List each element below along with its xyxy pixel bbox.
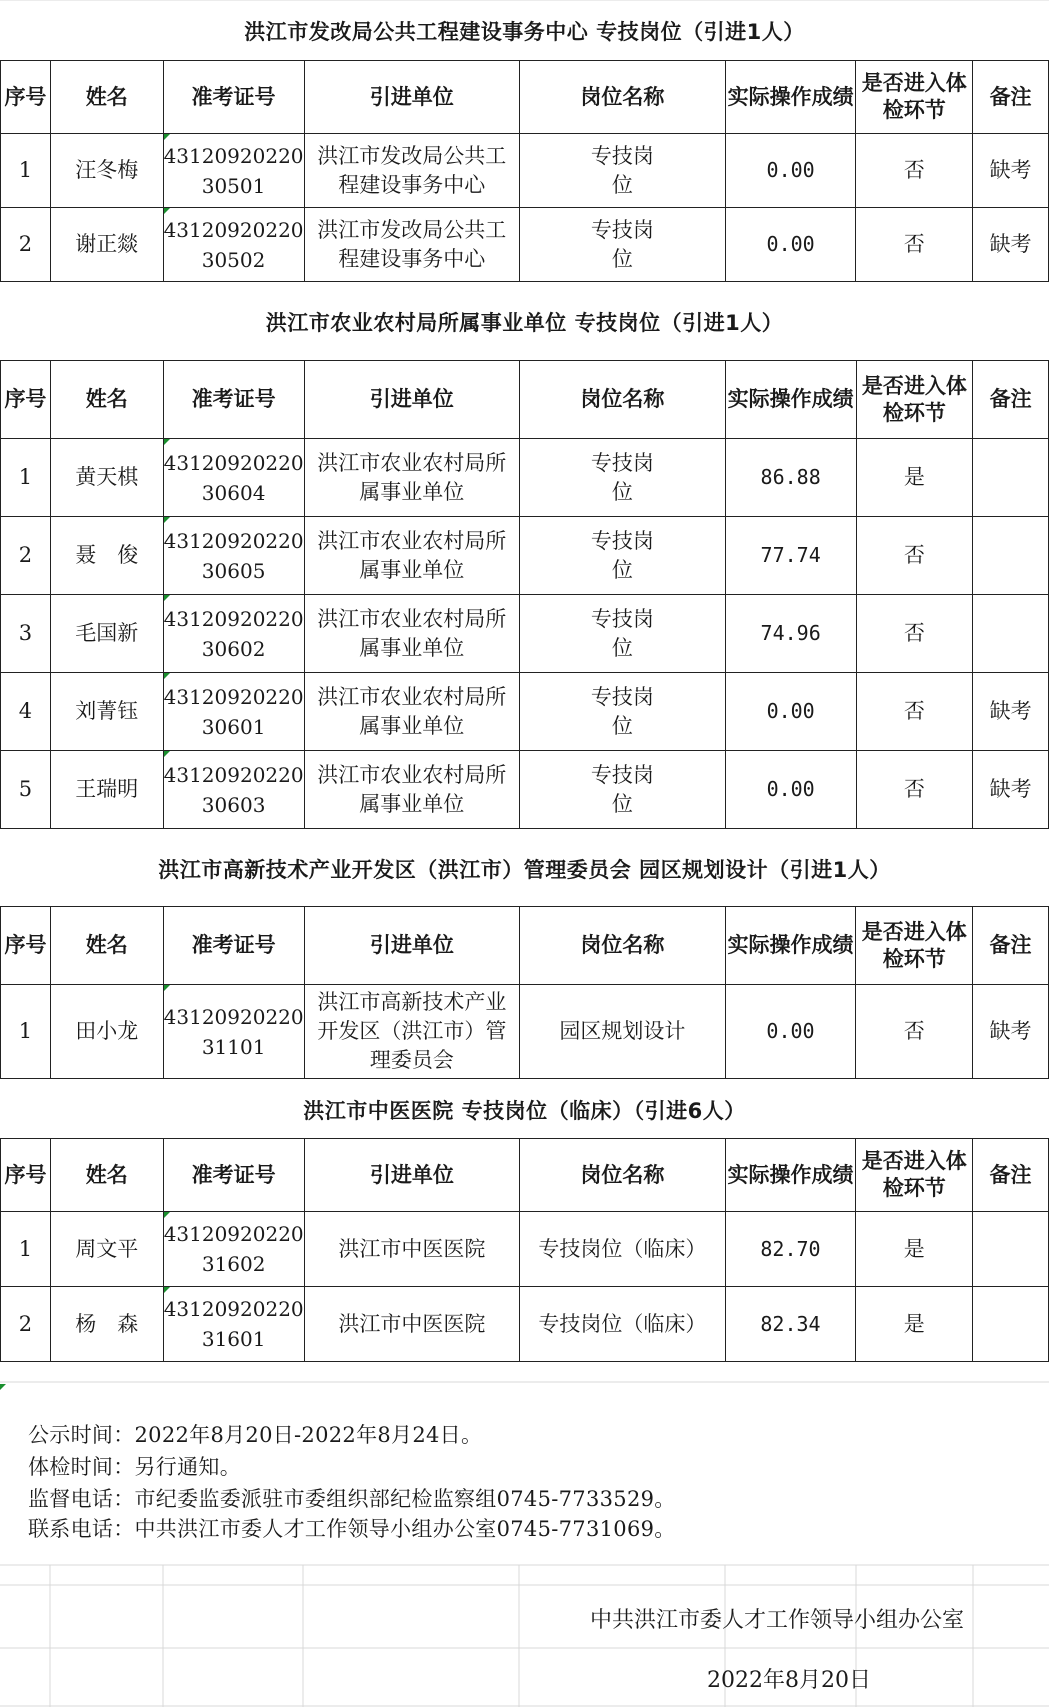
cell-exam-id: 43120920220 30604 xyxy=(163,439,304,517)
cell-unit: 洪江市高新技术产业开发区（洪江市）管理委员会 xyxy=(304,985,520,1079)
physical-exam-time: 体检时间：另行通知。 xyxy=(28,1455,241,1479)
header-exam-id: 准考证号 xyxy=(163,61,304,134)
cell-name: 周文平 xyxy=(50,1212,163,1287)
table-row xyxy=(1,751,1049,829)
header-physical: 是否进入体检环节 xyxy=(856,61,973,134)
results-table xyxy=(0,906,1049,1079)
header-note: 备注 xyxy=(973,361,1049,439)
error-indicator-icon xyxy=(164,985,170,991)
cell-score: 82.70 xyxy=(725,1212,856,1287)
cell-name: 谢正燚 xyxy=(50,208,163,282)
header-name: 姓名 xyxy=(50,1139,163,1212)
table-row xyxy=(1,985,1049,1079)
cell-unit: 洪江市发改局公共工程建设事务中心 xyxy=(304,208,519,282)
cell-post: 专技岗位 xyxy=(519,208,725,282)
cell-exam-id: 43120920220 30603 xyxy=(163,751,304,829)
header-seq: 序号 xyxy=(1,61,51,134)
header-unit: 引进单位 xyxy=(304,1139,519,1212)
cell-exam-id: 43120920220 30605 xyxy=(163,517,304,595)
error-indicator-icon xyxy=(164,751,170,757)
table-row xyxy=(1,208,1049,282)
header-score: 实际操作成绩 xyxy=(725,907,856,985)
header-name: 姓名 xyxy=(50,907,163,985)
cell-post: 专技岗位 xyxy=(519,439,725,517)
cell-physical: 否 xyxy=(856,517,973,595)
header-name: 姓名 xyxy=(50,361,163,439)
cell-physical: 是 xyxy=(856,1287,973,1362)
cell-physical: 否 xyxy=(856,595,973,673)
cell-post: 专技岗位 xyxy=(519,595,725,673)
cell-score: 86.88 xyxy=(725,439,856,517)
cell-seq: 3 xyxy=(1,595,51,673)
table-row xyxy=(1,517,1049,595)
table-row xyxy=(1,134,1049,208)
cell-note xyxy=(973,1287,1049,1362)
cell-seq: 1 xyxy=(1,985,51,1079)
cell-physical: 是 xyxy=(856,439,973,517)
header-row xyxy=(1,1139,1049,1212)
error-indicator-icon xyxy=(164,439,170,445)
error-indicator-icon xyxy=(0,1384,6,1390)
cell-post: 专技岗位（临床） xyxy=(520,1287,726,1362)
cell-seq: 2 xyxy=(1,1287,51,1362)
cell-seq: 1 xyxy=(1,134,51,208)
cell-post: 专技岗位 xyxy=(519,517,725,595)
results-table xyxy=(0,360,1049,829)
cell-score: 0.00 xyxy=(725,208,856,282)
signature-org: 中共洪江市委人才工作领导小组办公室 xyxy=(590,1608,965,1633)
error-indicator-icon xyxy=(164,595,170,601)
header-row xyxy=(1,907,1049,985)
cell-seq: 2 xyxy=(1,208,51,282)
cell-note: 缺考 xyxy=(973,673,1049,751)
section-title: 洪江市中医医院 专技岗位（临床）（引进6人） xyxy=(303,1099,746,1123)
cell-note: 缺考 xyxy=(973,751,1049,829)
header-score: 实际操作成绩 xyxy=(725,1139,856,1212)
cell-exam-id: 43120920220 31601 xyxy=(163,1287,304,1362)
cell-name: 杨 森 xyxy=(50,1287,163,1362)
header-physical: 是否进入体检环节 xyxy=(856,361,973,439)
cell-post: 专技岗位 xyxy=(519,673,725,751)
cell-post: 专技岗位 xyxy=(519,751,725,829)
cell-note xyxy=(973,1212,1049,1287)
header-seq: 序号 xyxy=(1,1139,51,1212)
header-exam-id: 准考证号 xyxy=(163,361,304,439)
cell-unit: 洪江市中医医院 xyxy=(304,1287,519,1362)
header-unit: 引进单位 xyxy=(304,361,519,439)
cell-name: 刘菁钰 xyxy=(50,673,163,751)
cell-score: 82.34 xyxy=(725,1287,856,1362)
header-score: 实际操作成绩 xyxy=(725,361,856,439)
publicity-period: 公示时间：2022年8月20日-2022年8月24日。 xyxy=(28,1423,483,1447)
cell-score: 0.00 xyxy=(725,985,856,1079)
error-indicator-icon xyxy=(164,134,170,140)
section-title: 洪江市发改局公共工程建设事务中心 专技岗位（引进1人） xyxy=(244,20,805,44)
cell-note xyxy=(973,439,1049,517)
cell-note: 缺考 xyxy=(973,208,1049,282)
header-post: 岗位名称 xyxy=(520,1139,726,1212)
cell-name: 汪冬梅 xyxy=(50,134,163,208)
header-row xyxy=(1,61,1049,134)
cell-note: 缺考 xyxy=(973,985,1049,1079)
header-note: 备注 xyxy=(973,61,1049,134)
cell-exam-id: 43120920220 30501 xyxy=(163,134,304,208)
cell-name: 田小龙 xyxy=(50,985,163,1079)
cell-score: 0.00 xyxy=(725,134,856,208)
cell-physical: 是 xyxy=(856,1212,973,1287)
error-indicator-icon xyxy=(164,1212,170,1218)
cell-physical: 否 xyxy=(856,751,973,829)
cell-unit: 洪江市中医医院 xyxy=(304,1212,519,1287)
error-indicator-icon xyxy=(164,673,170,679)
cell-exam-id: 43120920220 31602 xyxy=(163,1212,304,1287)
supervision-phone: 监督电话：市纪委监委派驻市委组织部纪检监察组0745-7733529。 xyxy=(28,1487,676,1511)
contact-phone: 联系电话：中共洪江市委人才工作领导小组办公室0745-7731069。 xyxy=(28,1517,676,1541)
cell-exam-id: 43120920220 30602 xyxy=(163,595,304,673)
cell-note xyxy=(973,517,1049,595)
results-table xyxy=(0,60,1049,282)
header-post: 岗位名称 xyxy=(519,61,725,134)
cell-name: 王瑞明 xyxy=(50,751,163,829)
cell-score: 74.96 xyxy=(725,595,856,673)
cell-exam-id: 43120920220 31101 xyxy=(163,985,304,1079)
table-row xyxy=(1,1212,1049,1287)
header-physical: 是否进入体检环节 xyxy=(856,907,973,985)
cell-physical: 否 xyxy=(856,208,973,282)
cell-physical: 否 xyxy=(856,134,973,208)
table-row xyxy=(1,595,1049,673)
signature-date: 2022年8月20日 xyxy=(707,1668,871,1693)
cell-physical: 否 xyxy=(856,673,973,751)
table-row xyxy=(1,1287,1049,1362)
cell-exam-id: 43120920220 30502 xyxy=(163,208,304,282)
header-seq: 序号 xyxy=(1,361,51,439)
error-indicator-icon xyxy=(164,1287,170,1293)
header-seq: 序号 xyxy=(1,907,51,985)
header-post: 岗位名称 xyxy=(520,907,725,985)
header-row xyxy=(1,361,1049,439)
section-title: 洪江市农业农村局所属事业单位 专技岗位（引进1人） xyxy=(265,311,784,335)
header-note: 备注 xyxy=(973,907,1049,985)
header-name: 姓名 xyxy=(50,61,163,134)
cell-score: 77.74 xyxy=(725,517,856,595)
error-indicator-icon xyxy=(164,517,170,523)
cell-unit: 洪江市农业农村局所属事业单位 xyxy=(304,751,519,829)
header-physical: 是否进入体检环节 xyxy=(856,1139,973,1212)
cell-note: 缺考 xyxy=(973,134,1049,208)
header-exam-id: 准考证号 xyxy=(163,907,304,985)
header-post: 岗位名称 xyxy=(519,361,725,439)
error-indicator-icon xyxy=(164,208,170,214)
cell-exam-id: 43120920220 30601 xyxy=(163,673,304,751)
section-title: 洪江市高新技术产业开发区（洪江市）管理委员会 园区规划设计（引进1人） xyxy=(158,858,891,882)
cell-name: 毛国新 xyxy=(50,595,163,673)
header-exam-id: 准考证号 xyxy=(163,1139,304,1212)
header-unit: 引进单位 xyxy=(304,61,519,134)
cell-seq: 5 xyxy=(1,751,51,829)
cell-seq: 1 xyxy=(1,1212,51,1287)
header-score: 实际操作成绩 xyxy=(725,61,856,134)
cell-seq: 1 xyxy=(1,439,51,517)
cell-post: 园区规划设计 xyxy=(520,985,725,1079)
cell-score: 0.00 xyxy=(725,751,856,829)
header-note: 备注 xyxy=(973,1139,1049,1212)
cell-unit: 洪江市农业农村局所属事业单位 xyxy=(304,595,519,673)
cell-unit: 洪江市农业农村局所属事业单位 xyxy=(304,673,519,751)
header-unit: 引进单位 xyxy=(304,907,520,985)
cell-unit: 洪江市农业农村局所属事业单位 xyxy=(304,517,519,595)
cell-post: 专技岗位 xyxy=(519,134,725,208)
results-table xyxy=(0,1138,1049,1362)
table-row xyxy=(1,439,1049,517)
cell-name: 聂 俊 xyxy=(50,517,163,595)
cell-post: 专技岗位（临床） xyxy=(520,1212,726,1287)
cell-seq: 4 xyxy=(1,673,51,751)
cell-unit: 洪江市发改局公共工程建设事务中心 xyxy=(304,134,519,208)
table-row xyxy=(1,673,1049,751)
cell-seq: 2 xyxy=(1,517,51,595)
cell-physical: 否 xyxy=(856,985,973,1079)
cell-note xyxy=(973,595,1049,673)
cell-name: 黄天棋 xyxy=(50,439,163,517)
cell-unit: 洪江市农业农村局所属事业单位 xyxy=(304,439,519,517)
cell-score: 0.00 xyxy=(725,673,856,751)
